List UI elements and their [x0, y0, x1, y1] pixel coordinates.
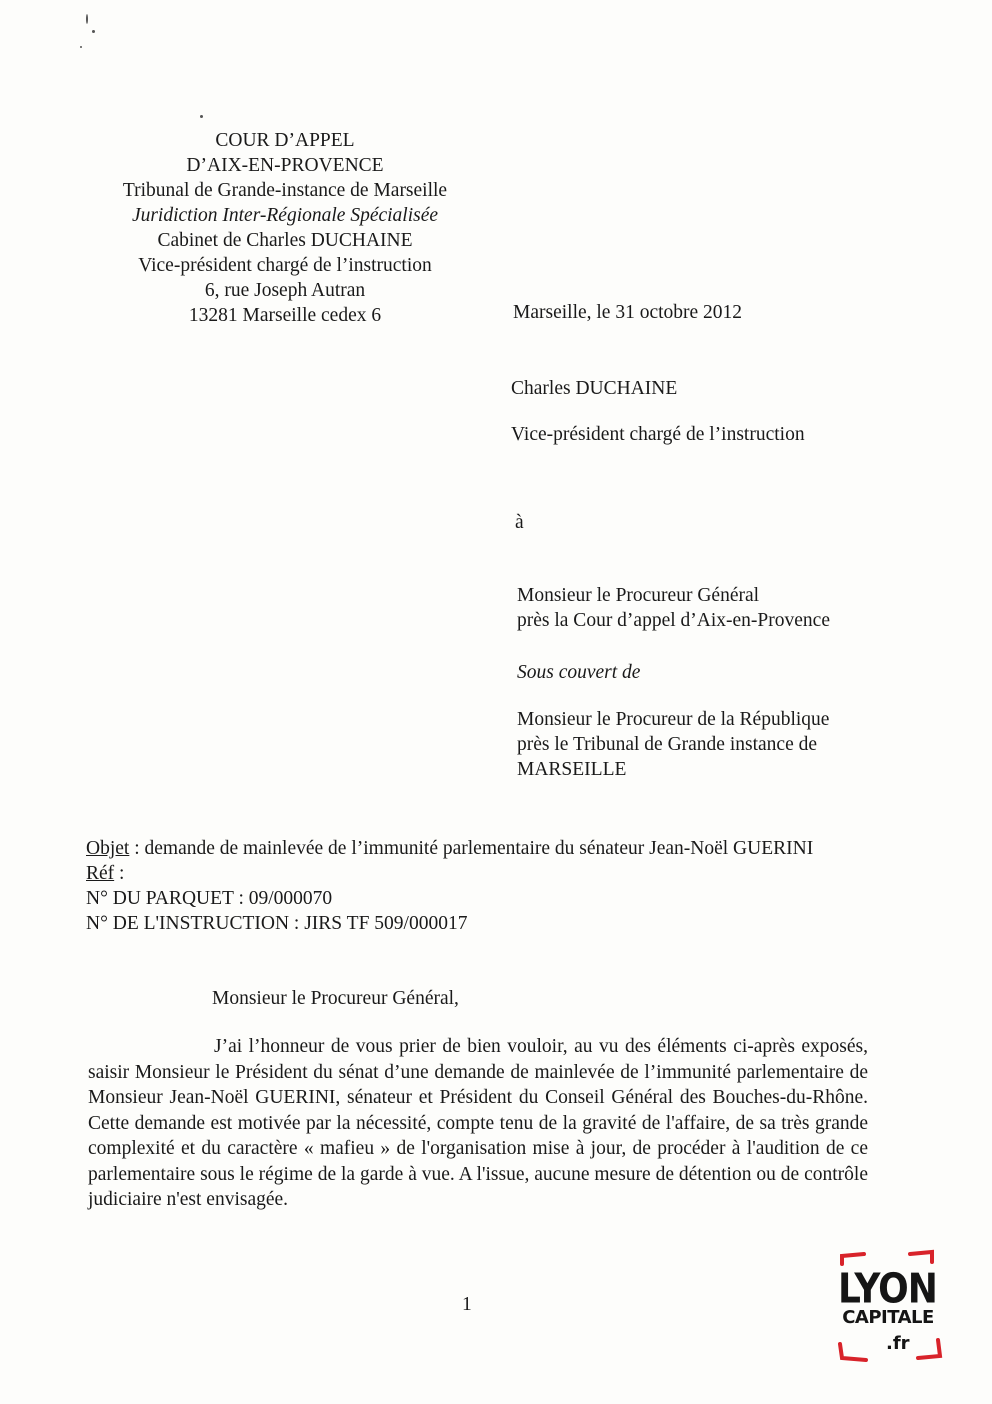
object-line — [86, 836, 813, 861]
logo-text-lyon: LYON — [838, 1265, 937, 1313]
lyon-capitale-logo — [826, 1248, 948, 1370]
recipient-line: près la Cour d’appel d’Aix-en-Provence — [517, 610, 830, 631]
letterhead-line: Juridiction Inter-Régionale Spécialisée — [131, 205, 439, 226]
letterhead-line: COUR D’APPEL — [215, 130, 355, 151]
ref-line — [86, 861, 124, 886]
via-label: Sous couvert de — [517, 662, 641, 683]
to-marker: à — [515, 512, 524, 533]
sender-name: Charles DUCHAINE — [511, 378, 678, 399]
date-line: Marseille, le 31 octobre 2012 — [513, 302, 743, 323]
object-label: Objet — [86, 838, 130, 859]
ref-separator: : — [114, 863, 125, 884]
body-paragraph — [88, 1034, 868, 1213]
scan-speck — [92, 30, 95, 33]
sender-title: Vice-président chargé de l’instruction — [511, 424, 805, 445]
object-separator: : — [129, 838, 145, 859]
scan-speck — [80, 46, 82, 48]
body-text: J’ai l’honneur de vous prier de bien vouloir, au vu des éléments ci-après exposés, saisir Monsieur le Président du sénat d’une demande de mainlevée de l’immunité parlementaire de Monsieur Jean-Noël GUERINI, sénateur et Président du Conseil Général des Bouches-du-Rhône. Cette demande est motivée par la nécessité, compte tenu de la gravité de l'affaire, de sa très grande complexité et du caractère « mafieu » de l'organisation mise à jour, de procéder à l'audition de ce parlementaire sous le régime de la garde à vue. A l'issue, aucune mesure de détention ou de contrôle judiciaire n'est envisagée. — [88, 1036, 868, 1210]
scan-speck — [200, 115, 203, 118]
salutation: Monsieur le Procureur Général, — [212, 988, 459, 1009]
logo-text-fr: .fr — [886, 1333, 910, 1354]
letterhead — [70, 128, 500, 328]
letterhead-line: 6, rue Joseph Autran — [204, 280, 366, 301]
via-recipient-line: MARSEILLE — [517, 759, 627, 780]
via-recipient-line: Monsieur le Procureur de la République — [517, 709, 830, 730]
letterhead-line: Vice-président chargé de l’instruction — [138, 255, 432, 276]
page-number: 1 — [462, 1294, 472, 1315]
letterhead-line: 13281 Marseille cedex 6 — [188, 305, 382, 326]
ref-instruction: N° DE L'INSTRUCTION : JIRS TF 509/000017 — [86, 913, 468, 934]
ref-parquet: N° DU PARQUET : 09/000070 — [86, 888, 333, 909]
logo-text-capitale: CAPITALE — [842, 1307, 934, 1328]
via-recipient-line: près le Tribunal de Grande instance de — [517, 734, 818, 755]
object-text: demande de mainlevée de l’immunité parlementaire du sénateur Jean-Noël GUERINI — [144, 838, 814, 859]
ref-label: Réf — [86, 863, 115, 884]
letterhead-line: Cabinet de Charles DUCHAINE — [157, 230, 413, 251]
letterhead-line: D’AIX-EN-PROVENCE — [186, 155, 384, 176]
scan-speck — [86, 14, 88, 24]
letterhead-line: Tribunal de Grande-instance de Marseille — [122, 180, 448, 201]
recipient-line: Monsieur le Procureur Général — [517, 585, 760, 606]
